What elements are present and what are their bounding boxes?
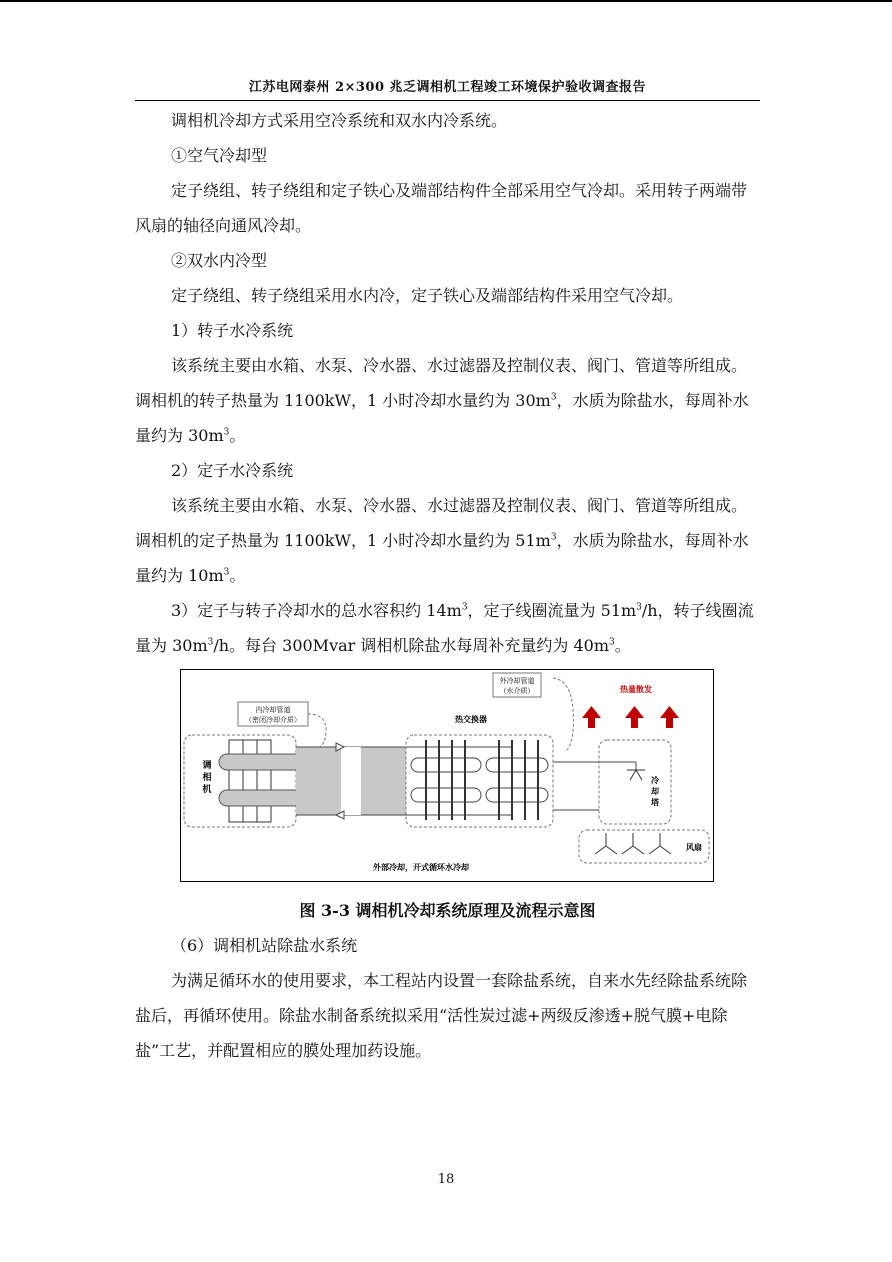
page-number: 18 [437, 1172, 455, 1187]
condenser-core [243, 740, 257, 822]
callout-line [553, 678, 573, 750]
paragraph: 为满足循环水的使用要求，本工程站内设置一套除盐系统，自来水先经除盐系统除盐后，再循环使用。除盐水制备系统拟采用“活性炭过滤+两级反渗透+脱气膜+电除盐”工艺，并配置相应的膜处理加药设施。 [135, 971, 748, 1060]
cooling-tower-label: 塔 [651, 798, 659, 807]
superscript: 3 [550, 392, 557, 403]
superscript: 3 [461, 602, 468, 613]
heat-exchanger-label: 热交换器 [455, 715, 487, 724]
inner-pipe-label: （密闭冷却介质） [245, 716, 301, 724]
paragraph: 定子绕组、转子绕组采用水内冷，定子铁心及端部结构件采用空气冷却。 [171, 286, 684, 305]
page-header: 江苏电网泰州 2×300 兆乏调相机工程竣工环境保护验收调查报告 [248, 80, 647, 95]
text: 。 [229, 426, 246, 445]
condenser-label: 调 [202, 761, 212, 771]
callout-line [308, 714, 326, 748]
paragraph: ①空气冷却型 [171, 146, 268, 165]
paragraph: 2）定子水冷系统 [171, 461, 294, 480]
superscript: 3 [223, 427, 230, 438]
paragraph [135, 488, 760, 593]
cooling-tower-label: 冷 [651, 776, 659, 785]
inner-pipe-gap [341, 747, 361, 815]
condenser-label: 相 [202, 773, 212, 783]
external-cooling-label: 外部冷却，开式循环水冷却 [373, 863, 469, 872]
text: 3）定子与转子冷却水的总水容积约 14m [171, 601, 462, 620]
diagram-svg [181, 670, 713, 881]
heat-dissipation-label: 热量散发 [620, 685, 652, 694]
heat-arrow-icon [582, 706, 601, 728]
heat-arrow-icon [625, 706, 644, 728]
condenser-label: 机 [202, 785, 212, 795]
text: ，水质为除盐水，每周补水量约为 10m [135, 531, 749, 585]
superscript: 3 [609, 637, 615, 648]
paragraph: 定子绕组、转子绕组和定子铁心及端部结构件全部采用空气冷却。采用转子两端带风扇的轴径向通风冷却。 [135, 181, 748, 235]
text: ，水质为除盐水，每周补水量约为 30m [135, 391, 749, 445]
outer-pipe-label: （水介质） [499, 687, 535, 695]
heat-exchanger-box [406, 735, 553, 827]
fan-icon [622, 833, 644, 854]
paragraph: （6）调相机站除盐水系统 [171, 936, 358, 955]
sprinkler-icon [636, 770, 642, 780]
exchanger-loop [411, 788, 481, 802]
paragraph: ②双水内冷型 [171, 251, 268, 270]
header-rule [135, 100, 760, 101]
superscript: 3 [223, 567, 230, 578]
inner-pipe-label: 内冷却管道 [255, 706, 291, 714]
condenser-core [257, 740, 271, 822]
heat-arrow-icon [660, 706, 679, 728]
paragraph: 调相机冷却方式采用空冷系统和双水内冷系统。 [171, 111, 508, 130]
text: 该系统主要由水箱、水泵、冷水器、水过滤器及控制仪表、阀门、管道等所组成。调相机的定子热量为 1100kW，1 小时冷却水量约为 51m [135, 496, 748, 550]
cooling-tower-box [599, 740, 671, 824]
paragraph: 1）转子水冷系统 [171, 321, 294, 340]
figure-caption: 图 3-3 调相机冷却系统原理及流程示意图 [299, 901, 596, 920]
text: 。 [614, 636, 631, 655]
exchanger-loop [411, 758, 481, 772]
paragraph [135, 593, 760, 663]
cooling-system-diagram [180, 669, 714, 882]
fan-label: 风扇 [686, 843, 702, 852]
outer-pipe-label: 外冷却管道 [499, 677, 535, 685]
text: 。 [229, 566, 246, 585]
cooling-tower-label: 却 [651, 787, 659, 796]
fan-icon [595, 833, 617, 854]
superscript: 3 [636, 602, 642, 613]
superscript: 3 [550, 532, 557, 543]
text: ，定子线圈流量为 51m [467, 601, 637, 620]
text: /h，转子线圈流量为 30m [135, 601, 754, 655]
superscript: 3 [207, 637, 214, 648]
condenser-core [229, 740, 243, 822]
fan-icon [649, 833, 671, 854]
top-border [0, 0, 892, 2]
text: /h。每台 300Mvar 调相机除盐水每周补充量约为 40m [213, 636, 609, 655]
text: 该系统主要由水箱、水泵、冷水器、水过滤器及控制仪表、阀门、管道等所组成。调相机的转子热量为 1100kW，1 小时冷却水量约为 30m [135, 356, 748, 410]
sprinkler-icon [630, 770, 636, 780]
paragraph [135, 348, 760, 453]
